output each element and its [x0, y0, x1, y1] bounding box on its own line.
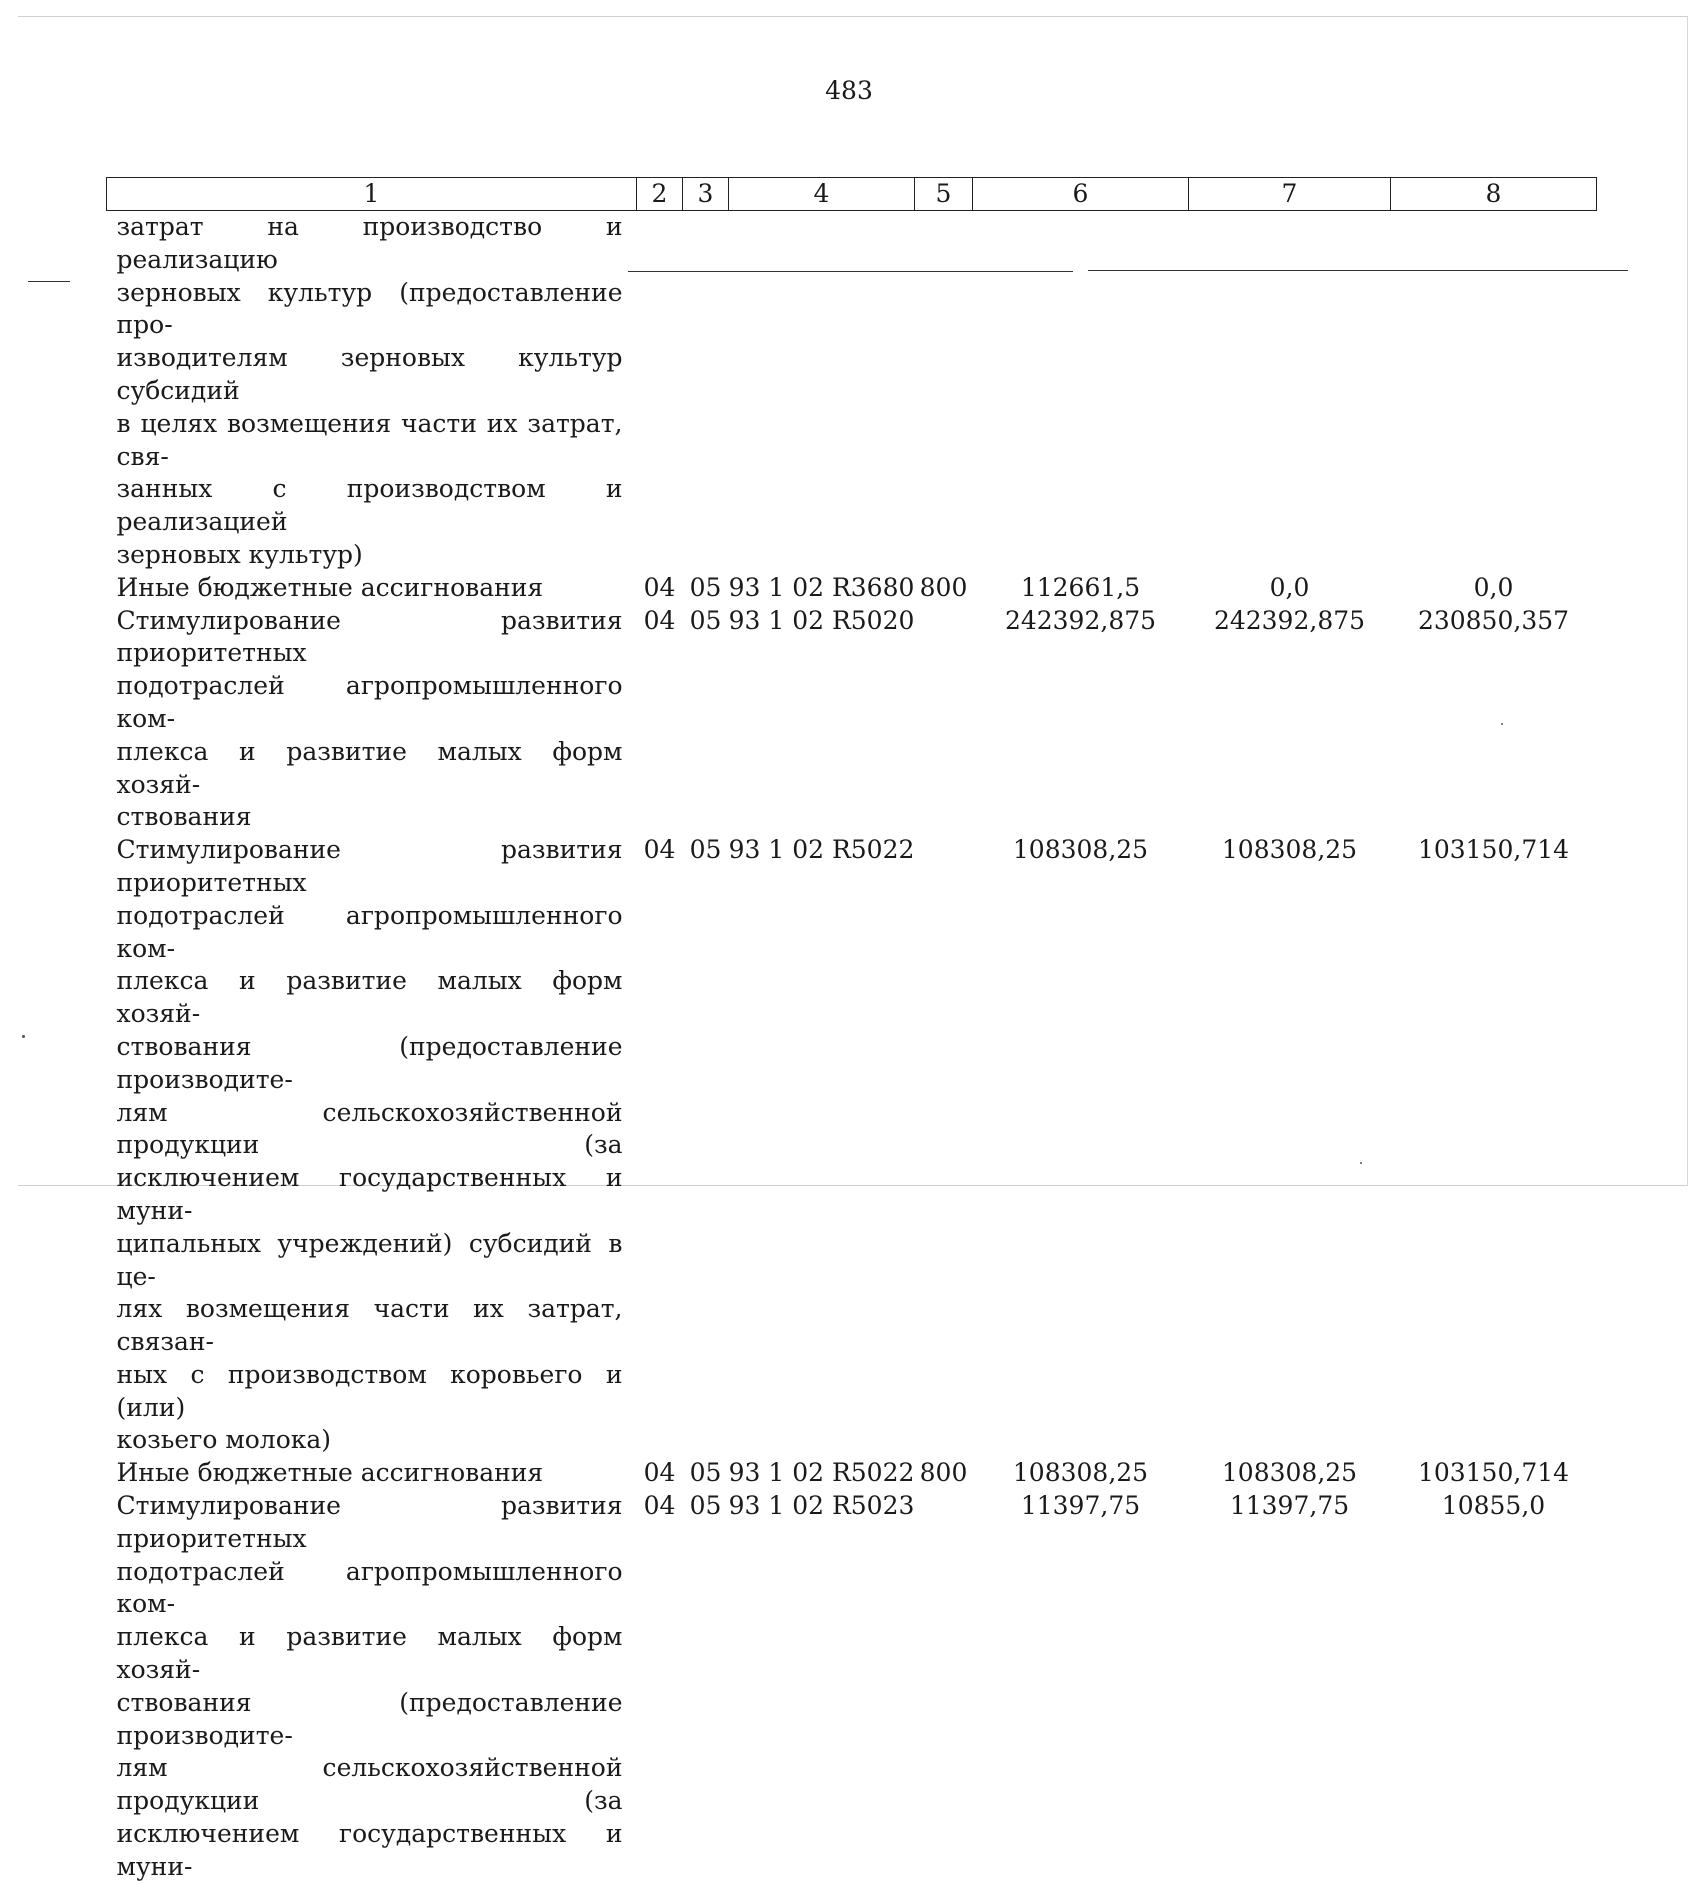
- header-col-3: 3: [683, 178, 729, 211]
- description-line: лям сельскохозяйственной продукции (за: [116, 1753, 623, 1816]
- target-article-code: 93 1 02 R3680: [728, 572, 915, 602]
- target-article-code: 93 1 02 R5020: [728, 605, 915, 635]
- target-article-code: 93 1 02 R5022: [728, 835, 915, 865]
- expense-type-code: [915, 211, 973, 572]
- description-line: плекса и развитие малых форм хозяй-: [116, 966, 623, 1029]
- description-line: в целях возмещения части их затрат, свя-: [116, 408, 623, 471]
- description-line: зерновых культур (предоставление про-: [116, 277, 623, 340]
- description-line: плекса и развитие малых форм хозяй-: [116, 736, 623, 799]
- budget-table: [106, 177, 1597, 1884]
- subsection-code: 05: [689, 835, 722, 865]
- header-col-8: 8: [1391, 178, 1597, 211]
- expense-type-code: [915, 834, 973, 1457]
- target-article-code: [729, 211, 915, 572]
- description-line: исключением государственных и муни-: [116, 1819, 623, 1881]
- header-col-1: 1: [107, 178, 637, 211]
- header-row: [107, 178, 1597, 211]
- amount-col-6: 11397,75: [1020, 1491, 1141, 1521]
- header-col-6: 6: [973, 178, 1189, 211]
- description-line: лям сельскохозяйственной продукции (за: [116, 1097, 623, 1160]
- target-article-code: 93 1 02 R5023: [728, 1491, 915, 1521]
- row-description: [107, 834, 637, 1457]
- description-line: подотраслей агропромышленного ком-: [116, 671, 623, 733]
- amount-col-7: 11397,75: [1229, 1491, 1350, 1521]
- header-col-5: 5: [915, 178, 973, 211]
- description-line: подотраслей агропромышленного ком-: [116, 900, 623, 963]
- description-line: затрат на производство и реализацию: [116, 212, 623, 274]
- description-line: Стимулирование развития приоритетных: [116, 605, 623, 668]
- expense-type-code: 800: [919, 1458, 968, 1488]
- description-line: ных с производством коровьего и (или): [116, 1359, 623, 1422]
- scan-speck: [1501, 723, 1503, 725]
- description-line: изводителям зерновых культур субсидий: [116, 343, 623, 405]
- description-line: Иные бюджетные ассигнования: [116, 572, 544, 602]
- stray-rule-middle: [628, 271, 1073, 272]
- description-line: Стимулирование развития приоритетных: [116, 835, 623, 897]
- subsection-code: 05: [689, 1491, 722, 1521]
- description-line: зерновых культур): [116, 539, 363, 569]
- table-row: [107, 1457, 1597, 1490]
- scan-speck: [22, 1035, 25, 1038]
- description-line: ствования (предоставление производите-: [116, 1687, 623, 1750]
- header-col-7: 7: [1189, 178, 1391, 211]
- header-col-4: 4: [729, 178, 915, 211]
- amount-col-7: 0,0: [1269, 572, 1310, 602]
- target-article-code: 93 1 02 R5022: [728, 1458, 915, 1488]
- amount-col-8: 103150,714: [1417, 1458, 1570, 1488]
- expense-type-code: 800: [919, 572, 968, 602]
- amount-col-7: 108308,25: [1221, 1458, 1358, 1488]
- section-code: 04: [643, 605, 676, 635]
- description-line: ствования (предоставление производите-: [116, 1031, 623, 1094]
- amount-col-8: [1391, 211, 1597, 572]
- table-header: [107, 178, 1597, 211]
- description-line: козьего молока): [116, 1425, 332, 1455]
- row-description: [107, 572, 637, 605]
- subsection-code: 05: [689, 1458, 722, 1488]
- subsection-code: 05: [689, 572, 722, 602]
- stray-rule-left: [28, 281, 70, 282]
- row-description: [107, 211, 637, 572]
- subsection-code: 05: [689, 605, 722, 635]
- expense-type-code: [915, 605, 973, 835]
- amount-col-6: 112661,5: [1020, 572, 1141, 602]
- description-line: лях возмещения части их затрат, связан-: [116, 1294, 623, 1357]
- section-code: 04: [643, 835, 676, 865]
- description-line: занных с производством и реализацией: [116, 474, 623, 537]
- table-row: [107, 834, 1597, 1457]
- description-line: исключением государственных и муни-: [116, 1163, 623, 1225]
- description-line: ствования: [116, 802, 252, 832]
- table-body: [107, 211, 1597, 1884]
- row-description: [107, 1457, 637, 1490]
- section-code: 04: [643, 572, 676, 602]
- expense-type-code: [915, 1490, 973, 1884]
- scan-speck: [1360, 1162, 1362, 1164]
- section-code: 04: [643, 1458, 676, 1488]
- subsection-code: [683, 211, 729, 572]
- header-col-2: 2: [637, 178, 683, 211]
- amount-col-7: 242392,875: [1213, 605, 1366, 635]
- page-number: 483: [825, 76, 873, 105]
- amount-col-6: 108308,25: [1012, 1458, 1149, 1488]
- description-line: подотраслей агропромышленного ком-: [116, 1556, 623, 1619]
- amount-col-8: 0,0: [1473, 572, 1514, 602]
- amount-col-8: 10855,0: [1441, 1491, 1546, 1521]
- table-row: [107, 572, 1597, 605]
- stray-rule-right: [1088, 270, 1628, 271]
- row-description: [107, 605, 637, 835]
- row-description: [107, 1490, 637, 1884]
- description-line: Стимулирование развития приоритетных: [116, 1491, 623, 1553]
- table-row: [107, 1490, 1597, 1884]
- description-line: Иные бюджетные ассигнования: [116, 1458, 544, 1488]
- section-code: 04: [643, 1491, 676, 1521]
- table-row: [107, 211, 1597, 572]
- amount-col-6: 242392,875: [1004, 605, 1157, 635]
- amount-col-8: 103150,714: [1417, 835, 1570, 865]
- amount-col-6: 108308,25: [1012, 835, 1149, 865]
- description-line: ципальных учреждений) субсидий в це-: [116, 1228, 623, 1291]
- amount-col-7: 108308,25: [1221, 835, 1358, 865]
- amount-col-6: [973, 211, 1189, 572]
- description-line: плекса и развитие малых форм хозяй-: [116, 1622, 623, 1685]
- table-row: [107, 605, 1597, 835]
- amount-col-7: [1189, 211, 1391, 572]
- section-code: [637, 211, 683, 572]
- amount-col-8: 230850,357: [1417, 605, 1570, 635]
